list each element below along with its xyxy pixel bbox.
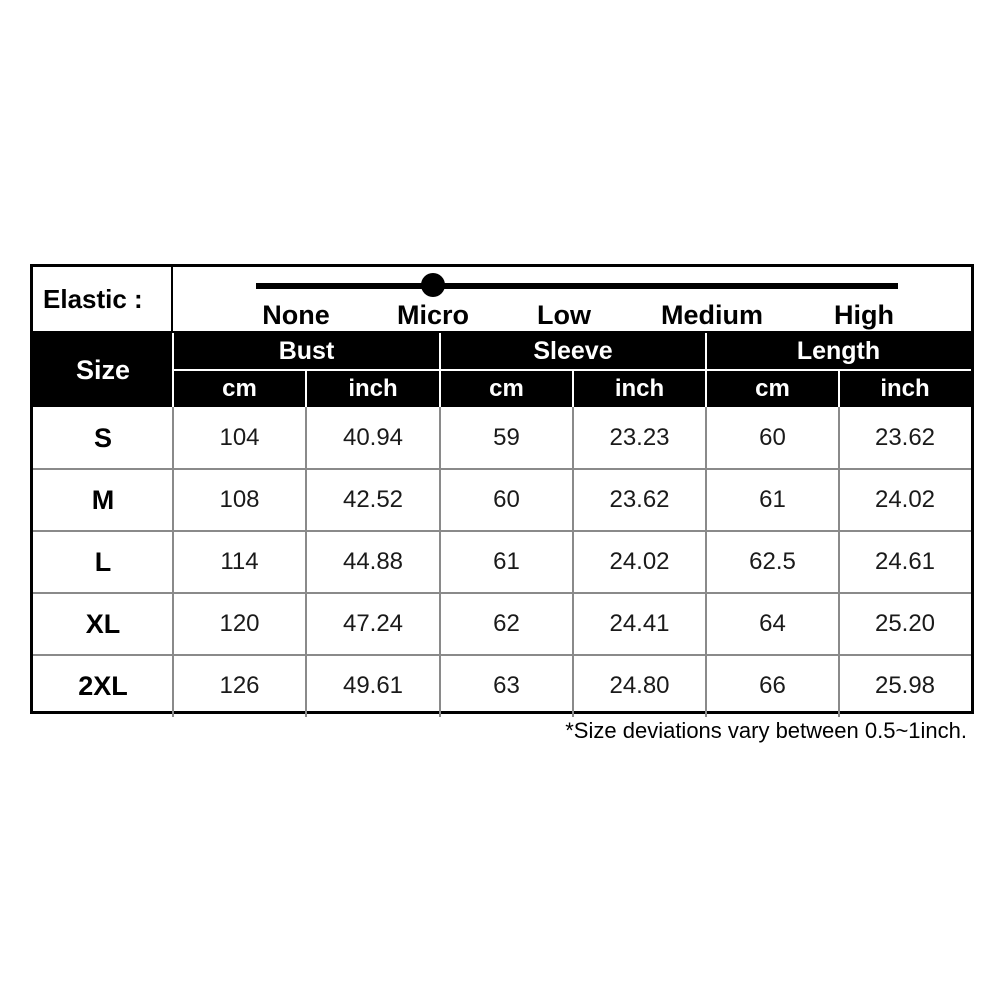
value-cell: 23.62 — [609, 486, 670, 513]
elastic-level-medium: Medium — [660, 300, 764, 330]
group-header-bust: Bust — [278, 336, 335, 365]
elastic-track — [256, 283, 898, 289]
unit-header-cm: cm — [755, 375, 790, 402]
group-header-sleeve: Sleeve — [533, 336, 613, 365]
value-cell: 64 — [759, 610, 786, 637]
elastic-scale — [33, 267, 971, 333]
column-divider — [838, 407, 840, 717]
value-cell: 62 — [493, 610, 520, 637]
table-header — [33, 333, 971, 407]
value-cell: 25.98 — [874, 672, 936, 699]
elastic-level-high: High — [834, 300, 894, 330]
elastic-marker — [421, 273, 445, 297]
value-cell: 25.20 — [874, 610, 936, 637]
value-cell: 114 — [220, 548, 259, 575]
elastic-label: Elastic : — [33, 267, 173, 331]
header-divider — [305, 370, 307, 407]
value-cell: 47.24 — [342, 610, 404, 637]
value-cell: 63 — [493, 672, 520, 699]
unit-header-cm: cm — [222, 375, 257, 402]
header-divider — [572, 370, 574, 407]
size-cell: L — [94, 546, 112, 577]
size-cell: XL — [85, 608, 121, 639]
column-divider — [572, 407, 574, 717]
value-cell: 23.23 — [609, 424, 670, 451]
size-cell: M — [91, 484, 115, 515]
size-chart — [30, 264, 974, 714]
elastic-level-low: Low — [537, 300, 591, 330]
unit-header-inch: inch — [614, 375, 665, 402]
elastic-level-micro: Micro — [396, 300, 470, 330]
elastic-level-none: None — [262, 300, 330, 330]
column-divider — [305, 407, 307, 717]
value-cell: 24.41 — [609, 610, 670, 637]
value-cell: 24.80 — [609, 672, 670, 699]
value-cell: 24.61 — [874, 548, 936, 575]
size-cell: 2XL — [78, 670, 128, 701]
value-cell: 23.62 — [874, 424, 936, 451]
value-cell: 61 — [493, 548, 520, 575]
unit-header-inch: inch — [348, 375, 398, 402]
column-divider — [705, 407, 707, 717]
header-divider — [173, 369, 971, 371]
value-cell: 24.02 — [874, 486, 936, 513]
value-cell: 66 — [759, 672, 786, 699]
value-cell: 40.94 — [342, 424, 404, 451]
value-cell: 108 — [219, 486, 260, 513]
group-header-length: Length — [796, 336, 881, 365]
column-divider — [439, 407, 441, 717]
unit-header-cm: cm — [489, 375, 524, 402]
value-cell: 44.88 — [342, 548, 404, 575]
value-cell: 120 — [219, 610, 260, 637]
size-header: Size — [75, 354, 131, 385]
value-cell: 59 — [493, 424, 520, 451]
value-cell: 126 — [219, 672, 260, 699]
unit-header-inch: inch — [880, 375, 930, 402]
value-cell: 60 — [759, 424, 786, 451]
size-note: *Size deviations vary between 0.5~1inch. — [565, 718, 967, 743]
size-cell: S — [93, 422, 112, 453]
value-cell: 42.52 — [342, 486, 404, 513]
value-cell: 104 — [219, 424, 260, 451]
value-cell: 24.02 — [609, 548, 670, 575]
column-divider — [172, 407, 174, 717]
value-cell: 61 — [759, 486, 786, 513]
value-cell: 62.5 — [749, 548, 796, 575]
value-cell: 49.61 — [342, 672, 404, 699]
header-divider — [838, 370, 840, 407]
value-cell: 60 — [493, 486, 520, 513]
